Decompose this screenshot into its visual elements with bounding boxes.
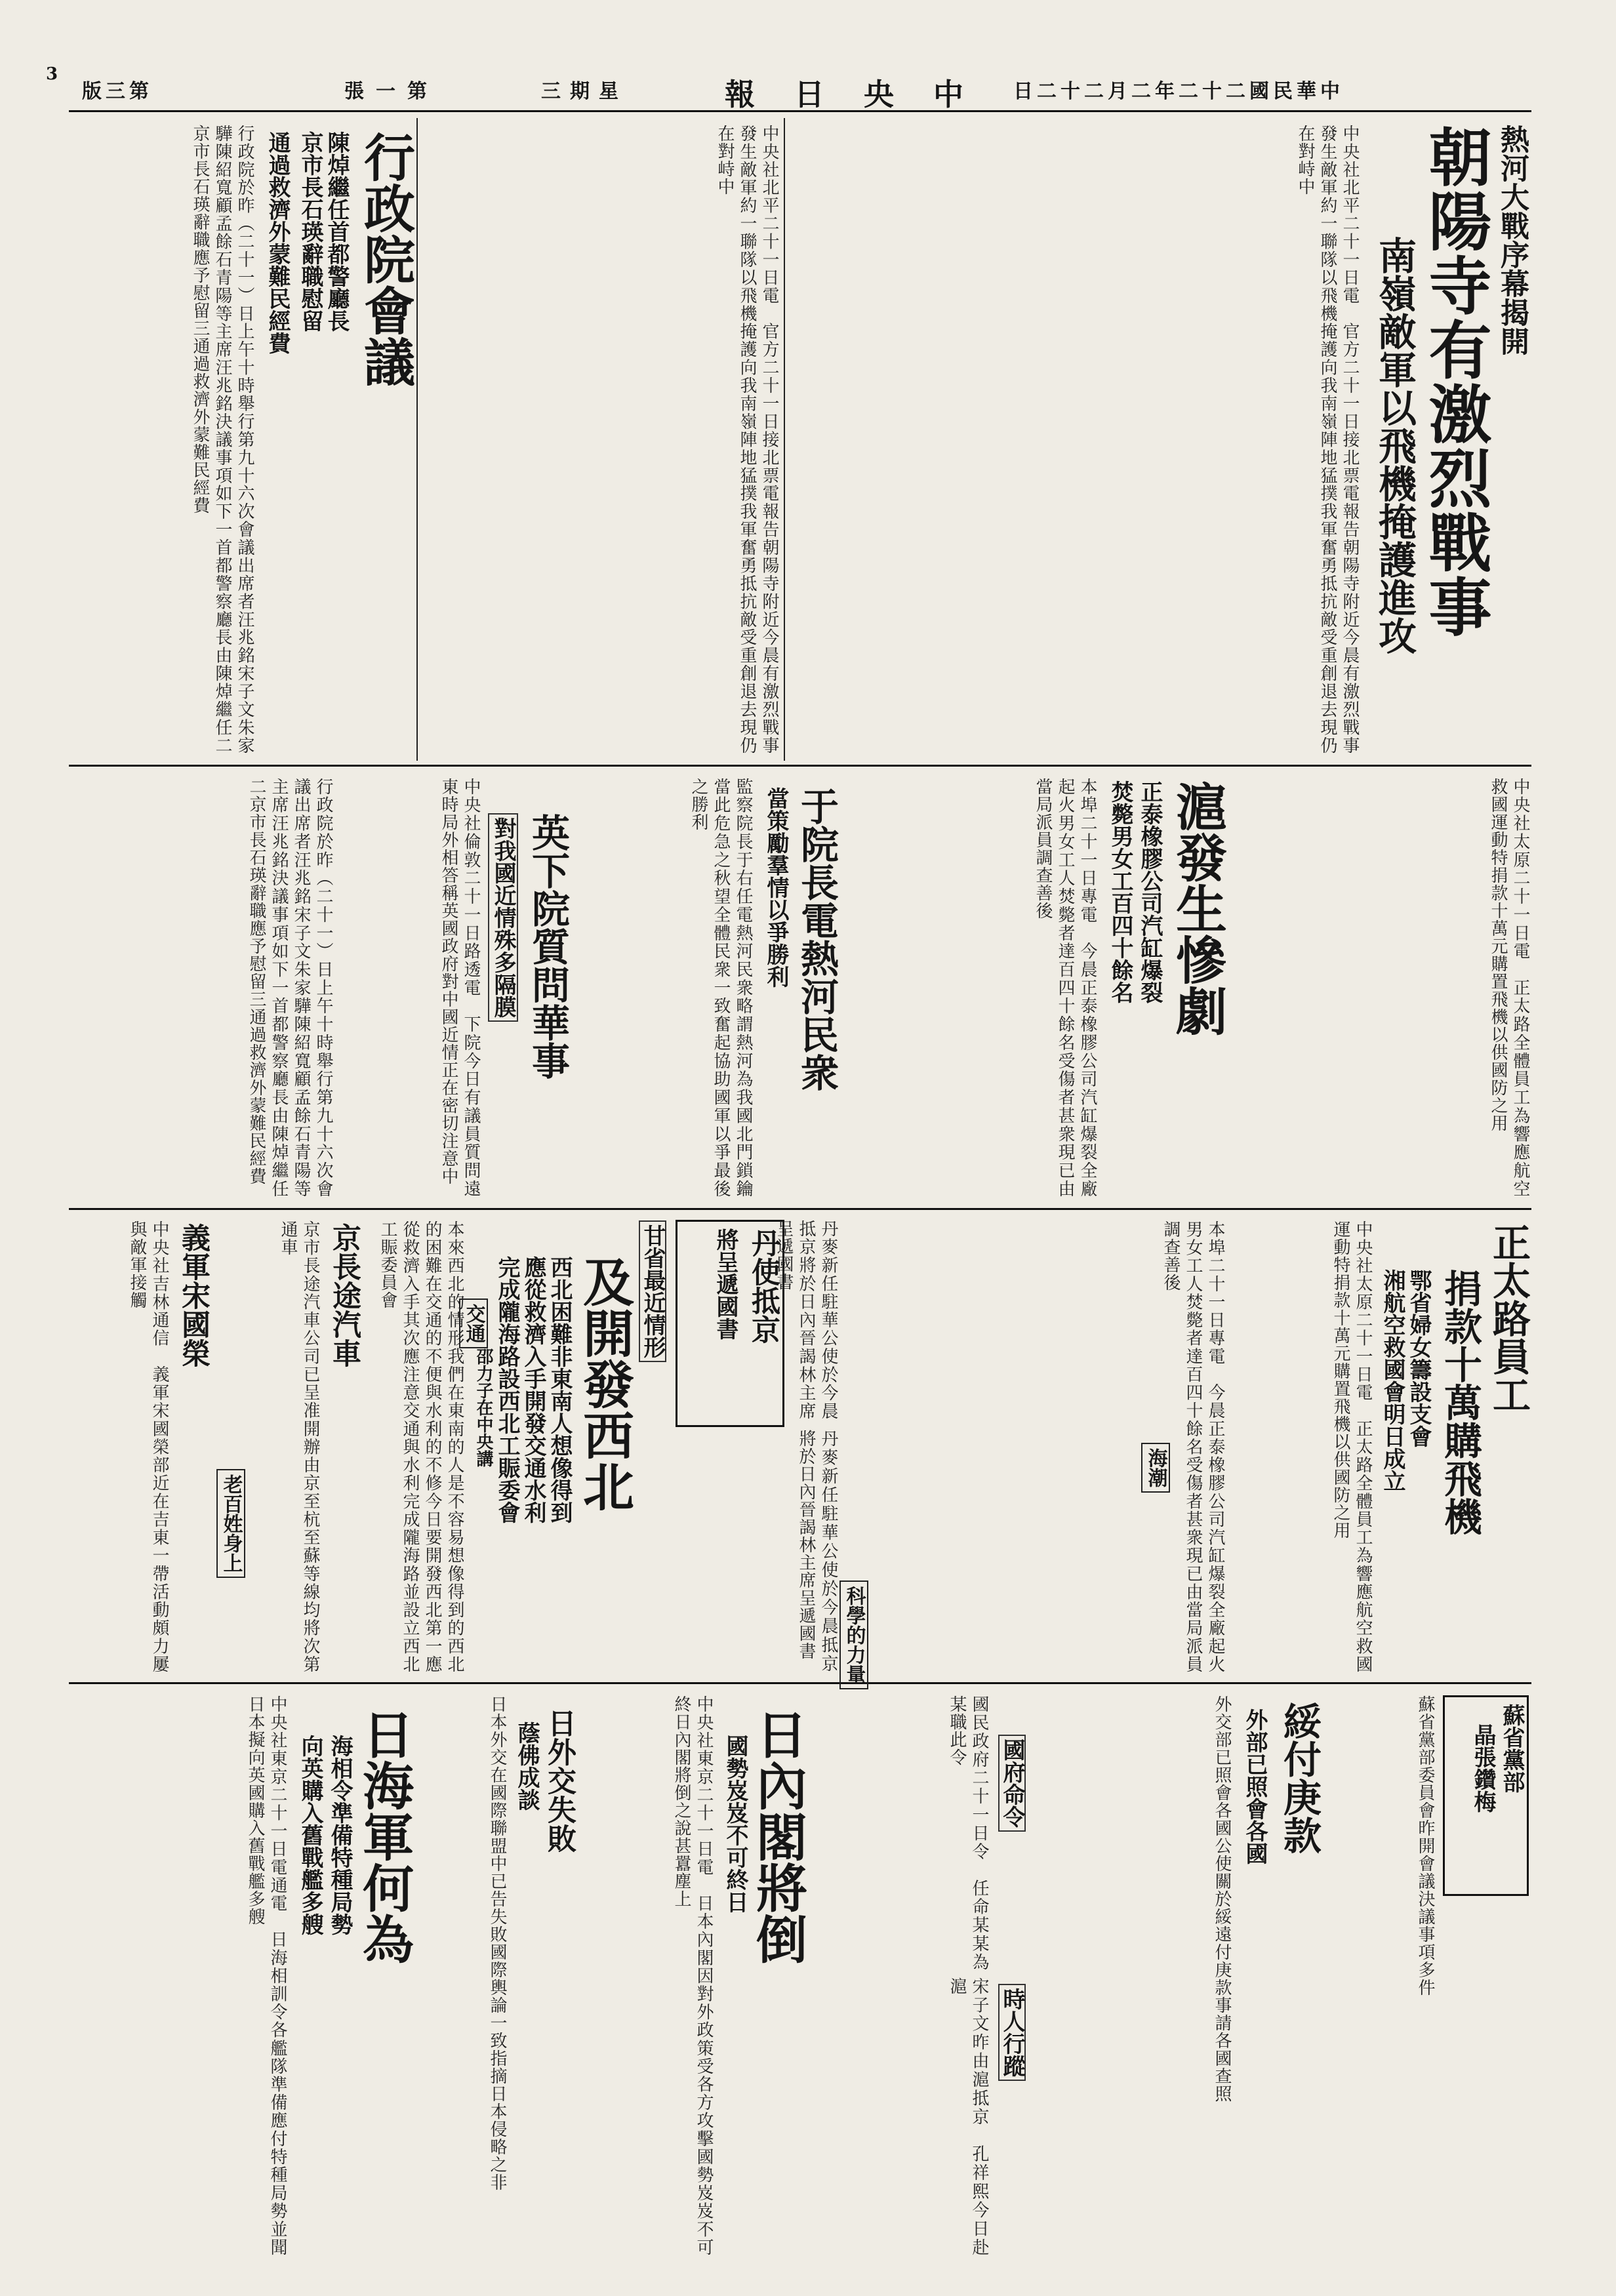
article-body: 中央社北平二十一日電 官方二十一日接北票電報告朝陽寺附近今晨有激烈戰事發生敵軍約一聯隊以飛機掩護向我南嶺陣地猛撲我軍奮勇抵抗敵受重創退去現仍在對峙中 — [1295, 125, 1360, 754]
headline: 國府命令 — [998, 1735, 1026, 1832]
article-body: 外交部已照會各國公使關於綏遠付庚款事請各國查照 — [1212, 1695, 1232, 2103]
kicker: 甘省最近情形 — [639, 1220, 666, 1362]
headline: 時人行蹤 — [998, 1984, 1026, 2081]
subhead: 西北困難非東南人想像得到 — [546, 1256, 573, 1523]
sheet-number: 張一第 — [344, 80, 439, 103]
headline: 正太路員工 — [1486, 1223, 1531, 1413]
column-sea: 海潮 — [1141, 1443, 1170, 1493]
article-chaoyang-cont — [420, 118, 780, 761]
article-ambassador-side — [774, 1220, 839, 1423]
subhead: 捐款十萬購飛機 — [1438, 1269, 1482, 1535]
subhead: 陳焯繼任首都警廳長 — [323, 131, 350, 332]
subhead: 蔭佛成談 — [514, 1722, 540, 1811]
subhead: 向英購入舊戰艦多艘 — [297, 1735, 323, 1935]
article-body: 中央社北平二十一日電 官方二十一日接北票電報告朝陽寺附近今晨有激烈戰事發生敵軍約一聯隊以飛機掩護向我南嶺陣地猛撲我軍奮勇抵抗敵受重創退去現仍在對峙中 — [715, 125, 779, 754]
column-rule — [416, 118, 418, 761]
subhead: 湘航空救國會明日成立 — [1379, 1269, 1405, 1492]
headline: 于院長電熱河民衆 — [794, 787, 839, 1091]
headline: 及開發西北 — [575, 1256, 634, 1512]
subhead: 鄂省婦女籌設支會 — [1405, 1269, 1432, 1447]
article-body: 中央社吉林通信 義軍宋國榮部近在吉東一帶活動頗力屢與敵軍接觸 — [127, 1220, 169, 1673]
column-science: 科學的力量 — [839, 1581, 868, 1689]
subhead: 南嶺敵軍以飛機掩護進攻 — [1372, 236, 1417, 655]
article-northwest — [367, 1217, 669, 1676]
headline: 朝陽寺有激烈戰事 — [1419, 125, 1493, 639]
subhead: 晶張鑽梅 — [1470, 1723, 1496, 1813]
subhead: 焚斃男女工百四十餘名 — [1107, 780, 1133, 1003]
subhead: 當策勵羣情以爭勝利 — [763, 787, 789, 988]
article-body: 行政院於昨（二十一）日上午十時舉行第九十六次會議出席者汪兆銘宋子文朱家驊陳紹寬顧孟餘石青陽等主席汪兆銘決議事項如下一首都警察廳長由陳焯繼任二京市長石瑛辭職應予慰留三通過救濟外蒙難民經費 — [247, 778, 333, 1198]
article-yijun — [69, 1217, 210, 1676]
headline: 義軍宋國榮 — [176, 1223, 210, 1367]
masthead — [69, 71, 1531, 112]
article-body: 中央社東京二十一日電 日本內閣因對外政策受各方攻擊國勢岌岌不可終日內閣將倒之說甚囂塵上 — [672, 1695, 714, 2256]
article-body: 中央社太原二十一日電 正太路全體員工為響應航空救國運動特捐款十萬元購置飛機以供國防之用 — [1331, 1220, 1373, 1673]
subhead: 完成隴海路設西北工賑委會 — [494, 1256, 520, 1523]
article-ambassador-body — [676, 1430, 839, 1676]
headline: 京長途汽車 — [327, 1223, 361, 1367]
article-body: 丹麥新任駐華公使於今晨抵京將於日內晉謁林主席呈遞國書 — [796, 1430, 838, 1672]
headline: 日外交失敗 — [542, 1708, 576, 1853]
article-body: 蘇省黨部委員會昨開會議決議事項多件 — [1415, 1695, 1435, 1996]
article-body: 國民政府二十一日令 任命某某為某職此令 — [947, 1695, 989, 1971]
article-body: 京市長途汽車公司已呈准開辦由京至杭至蘇等線均將次第通車 — [278, 1220, 320, 1673]
section-rule — [69, 1682, 1531, 1684]
article-diplomacy — [420, 1695, 577, 2259]
column-rule — [784, 118, 785, 761]
article-british — [341, 774, 571, 1203]
section-rule — [69, 1208, 1531, 1210]
byline: 邵力子在中央講 — [474, 1348, 493, 1467]
article-govt — [813, 1695, 1030, 2259]
article-gansu-body — [1331, 1695, 1436, 2259]
article-body: 本來西北的情形我們在東南的人是不容易想像得到的西北的困難在交通的不便與水利的不修今日要開發西北第一應從救濟入手其次應注意交通與水利完成隴海路並設立西北工賑委員會 — [378, 1220, 464, 1673]
subhead: 應從救濟入手開發交通水利 — [520, 1256, 546, 1523]
article-cabinet-cont — [69, 774, 334, 1203]
article-zhengtai — [1233, 1217, 1531, 1676]
article-body: 中央社東京二十一日電通電 日海相訓令各艦隊準備應付特種局勢並聞日本擬向英國購入舊戰艦多艘 — [245, 1695, 287, 2256]
article-body: 宋子文昨由滬抵京 孔祥熙今日赴滬 — [947, 1977, 989, 2256]
subhead: 國勢岌岌不可終日 — [722, 1735, 748, 1913]
article-body: 監察院長于右任電熱河民衆略謂熱河為我國北門鎖鑰當此危急之秋望全體民衆一致奮起協助國軍以爭最後之勝利 — [689, 778, 753, 1198]
article-japan-navy — [69, 1695, 413, 2259]
headline: 行政院會議 — [355, 131, 415, 387]
article-body: 本埠二十一日專電 今晨正泰橡膠公司汽缸爆裂全廠起火男女工人焚斃者達百四十餘名受傷者甚衆現已由當局派員調查善後 — [1033, 778, 1097, 1198]
weekday: 三期星 — [541, 80, 628, 103]
subhead: 外部已照會各國 — [1242, 1708, 1268, 1864]
article-body: 中央社倫敦二十一日路透電 下院今日有議員質問遠東時局外相答稱英國政府對中國近情正在密切注意中 — [439, 778, 481, 1198]
article-body: 中央社太原二十一日電 正太路全體員工為響應航空救國運動特捐款十萬元購置飛機以供國防之用 — [1488, 778, 1530, 1198]
article-cabinet — [69, 118, 413, 761]
subhead: 正泰橡膠公司汽缸爆裂 — [1137, 780, 1163, 1003]
headline: 滬發生慘劇 — [1167, 780, 1227, 1036]
subhead: 對我國近情殊多隔膜 — [488, 813, 518, 1022]
headline: 英下院質問華事 — [525, 813, 570, 1079]
paper-title: 報日央中 — [725, 77, 1003, 112]
subhead: 海相令準備特種局勢 — [327, 1735, 353, 1935]
article-japan-cabinet — [584, 1695, 807, 2259]
article-jing-bus — [216, 1217, 361, 1676]
column-traffic: 交通 — [459, 1299, 488, 1348]
headline: 日內閣將倒 — [748, 1708, 807, 1964]
subhead: 通過救濟外蒙難民經費 — [264, 131, 291, 354]
section-rule — [69, 765, 1531, 767]
page-number: 版三第 — [82, 80, 153, 103]
article-body: 日本外交在國際聯盟中已告失敗國際輿論一致指摘日本侵略之非 — [487, 1695, 507, 2191]
article-body: 行政院於昨（二十一）日上午十時舉行第九十六次會議出席者汪兆銘宋子文朱家驊陳紹寬顧孟餘石青陽等主席汪兆銘決議事項如下一首都警察廳長由陳焯繼任二京市長石瑛辭職應予慰留三通過救濟外蒙難民經費 — [190, 125, 254, 754]
kicker: 熱河大戰序幕揭開 — [1495, 125, 1529, 355]
headline: 日海軍何為 — [354, 1708, 414, 1964]
article-suiyuan — [1036, 1695, 1325, 2259]
column-old: 老百姓身上 — [216, 1469, 245, 1578]
article-body: 丹麥新任駐華公使於今晨抵京將於日內晉謁林主席呈遞國書 — [774, 1220, 838, 1420]
article-shanghai-fire — [846, 774, 1226, 1203]
margin-mark: 3 — [46, 64, 58, 84]
article-chaoyang — [787, 118, 1531, 761]
headline: 丹使抵京 — [746, 1228, 780, 1344]
headline: 蘇省黨部 — [1499, 1704, 1525, 1793]
article-body: 本埠二十一日專電 今晨正泰橡膠公司汽缸爆裂全廠起火男女工人焚斃者達百四十餘名受傷者甚衆現已由當局派員調查善後 — [1161, 1220, 1225, 1673]
article-ambassador — [676, 1220, 784, 1427]
subhead: 將呈遞國書 — [712, 1228, 738, 1340]
article-zhengtai-top — [1233, 774, 1531, 1203]
headline: 綏付庚款 — [1277, 1702, 1322, 1854]
subhead: 京市長石瑛辭職慰留 — [297, 131, 323, 332]
article-yuyouren — [577, 774, 839, 1203]
issue-date: 日二十二月二年二十二國民華中 — [1013, 80, 1344, 103]
article-gansu — [1443, 1695, 1529, 1896]
